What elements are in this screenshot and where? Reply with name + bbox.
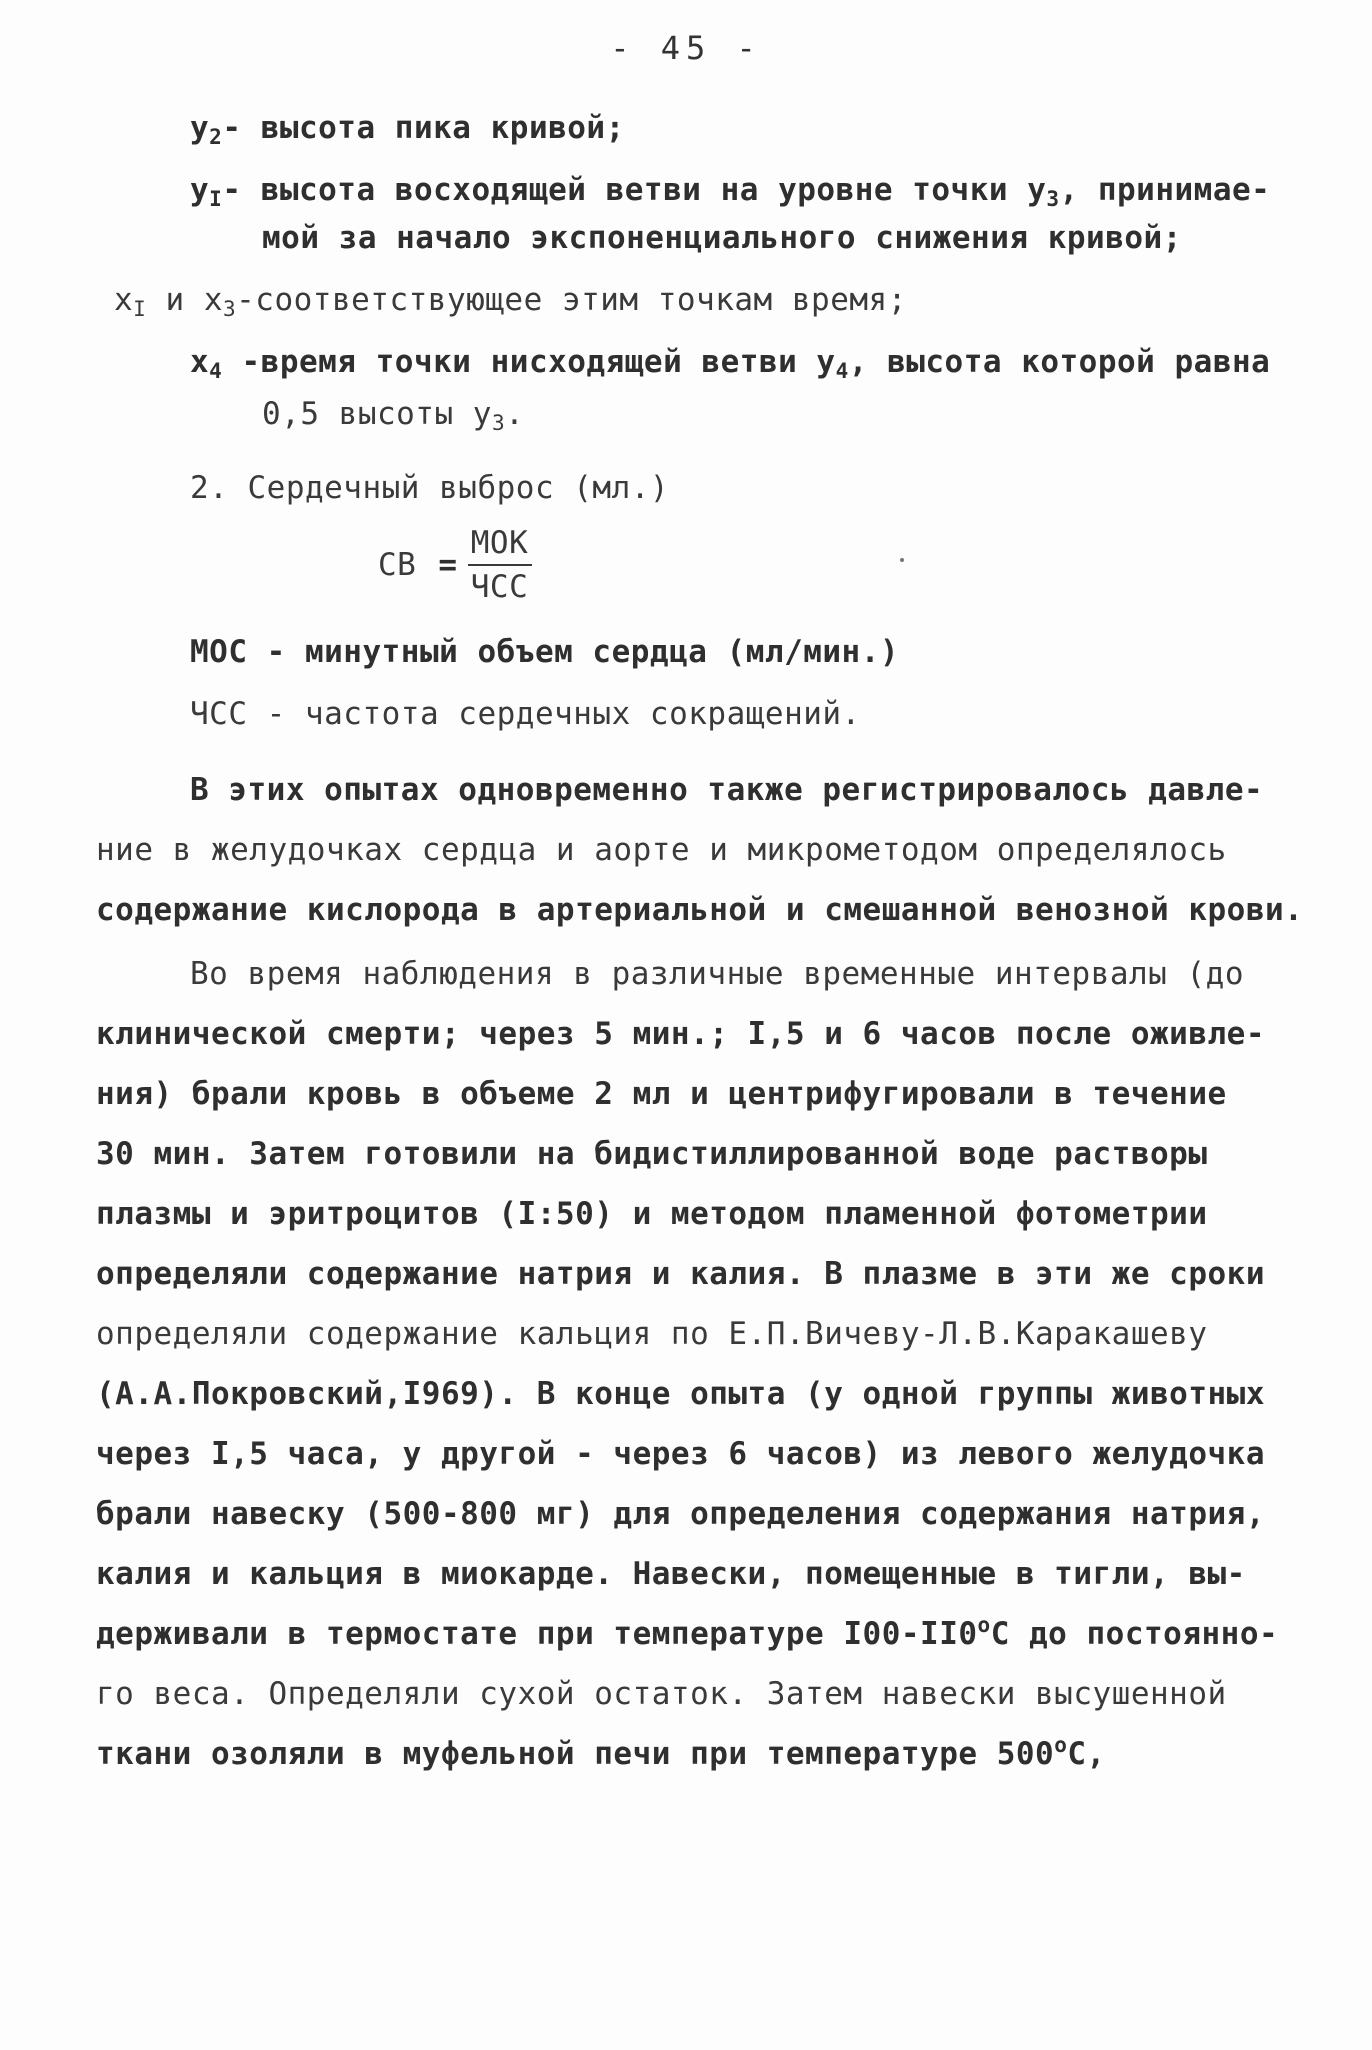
- para2-line-14-text: ткани озоляли в муфельной печи при температуре 500: [96, 1736, 1055, 1772]
- para2-line-12-end: C до постоянно-: [990, 1616, 1279, 1652]
- page-number: - 45 -: [610, 29, 762, 67]
- para2-line-12: [96, 1614, 1278, 1654]
- para1-line-2: ние в желудочках сердца и аорте и микрометодом определялось: [96, 832, 1227, 868]
- para2-line-5: плазмы и эритроцитов (I:50) и методом пламенной фотометрии: [96, 1196, 1208, 1232]
- definition-y1: [190, 170, 1270, 210]
- definition-x4-continued: [262, 394, 524, 434]
- degree-superscript: o: [977, 1613, 991, 1637]
- x4-cont-subscript: 3: [491, 411, 506, 435]
- x1-x3-text: -соответствующее этим точкам время;: [236, 282, 907, 318]
- definition-x4: [190, 342, 1270, 382]
- y1-symbol: y: [190, 172, 210, 208]
- x4-cont-end: .: [505, 396, 525, 432]
- x1-symbol: x: [114, 282, 134, 318]
- para2-line-8: (А.А.Покровский,I969). В конце опыта (у одной группы животных: [96, 1376, 1265, 1412]
- para2-line-4: 30 мин. Затем готовили на бидистиллированной воде растворы: [96, 1136, 1208, 1172]
- para2-line-3: ния) брали кровь в объеме 2 мл и центрифугировали в течение: [96, 1076, 1227, 1112]
- para1-line-1: В этих опытах одновременно также регистрировалось давле-: [190, 772, 1264, 808]
- para2-line-7: определяли содержание кальция по Е.П.Вичеву-Л.В.Каракашеву: [96, 1316, 1208, 1352]
- x3-symbol: и x: [146, 282, 223, 318]
- formula-fraction: [468, 524, 532, 606]
- x4-symbol: x: [190, 344, 210, 380]
- y2-text: - высота пика кривой;: [222, 110, 625, 146]
- y1-subscript-2: 3: [1046, 187, 1060, 211]
- formula-equals: =: [438, 547, 458, 583]
- x4-text-a: -время точки нисходящей ветви y: [222, 344, 836, 380]
- formula-numerator: МОК: [470, 525, 529, 561]
- para2-line-14: [96, 1734, 1106, 1774]
- x4-text-b: , высота которой равна: [848, 344, 1271, 380]
- para2-line-14-end: C,: [1067, 1736, 1106, 1772]
- section-heading: 2. Сердечный выброс (мл.): [190, 470, 670, 506]
- definition-x1-x3: [114, 280, 907, 320]
- definition-y1-continued: мой за начало экспоненциального снижения кривой;: [262, 220, 1182, 256]
- fraction-bar: [468, 564, 532, 566]
- x4-subscript: 4: [209, 359, 223, 383]
- para1-line-3: содержание кислорода в артериальной и смешанной венозной крови.: [96, 892, 1304, 928]
- formula-lhs: СВ: [378, 547, 417, 583]
- x1-subscript: I: [133, 297, 147, 321]
- y1-text-b: , принимае-: [1059, 172, 1271, 208]
- x4-subscript-2: 4: [835, 359, 849, 383]
- para2-line-12-text: держивали в термостате при температуре I00-II0: [96, 1616, 978, 1652]
- y2-subscript: 2: [209, 125, 223, 149]
- para2-line-11: калия и кальция в миокарде. Навески, помещенные в тигли, вы-: [96, 1556, 1246, 1592]
- para2-line-1: Во время наблюдения в различные временные интервалы (до: [190, 956, 1244, 992]
- cardiac-output-formula: [378, 520, 532, 610]
- degree-superscript-2: o: [1054, 1733, 1068, 1757]
- para2-line-9: через I,5 часа, у другой - через 6 часов) из левого желудочка: [96, 1436, 1265, 1472]
- x4-cont-text: 0,5 высоты y: [262, 396, 492, 432]
- para2-line-13: го веса. Определяли сухой остаток. Затем навески высушенной: [96, 1676, 1227, 1712]
- para2-line-6: определяли содержание натрия и калия. В плазме в эти же сроки: [96, 1256, 1265, 1292]
- para2-line-10: брали навеску (500-800 мг) для определения содержания натрия,: [96, 1496, 1265, 1532]
- y2-symbol: y: [190, 110, 210, 146]
- para2-line-2: клинической смерти; через 5 мин.; I,5 и 6 часов после оживле-: [96, 1016, 1265, 1052]
- x3-subscript: 3: [222, 297, 237, 321]
- legend-moc: МОС - минутный объем сердца (мл/мин.): [190, 634, 900, 670]
- formula-denominator: ЧСС: [470, 569, 529, 605]
- y1-subscript: I: [209, 187, 223, 211]
- definition-y2: [190, 108, 625, 148]
- legend-hss: ЧСС - частота сердечных сокращений.: [190, 696, 861, 732]
- scan-speck: [900, 558, 904, 562]
- y1-text-a: - высота восходящей ветви на уровне точки y: [222, 172, 1047, 208]
